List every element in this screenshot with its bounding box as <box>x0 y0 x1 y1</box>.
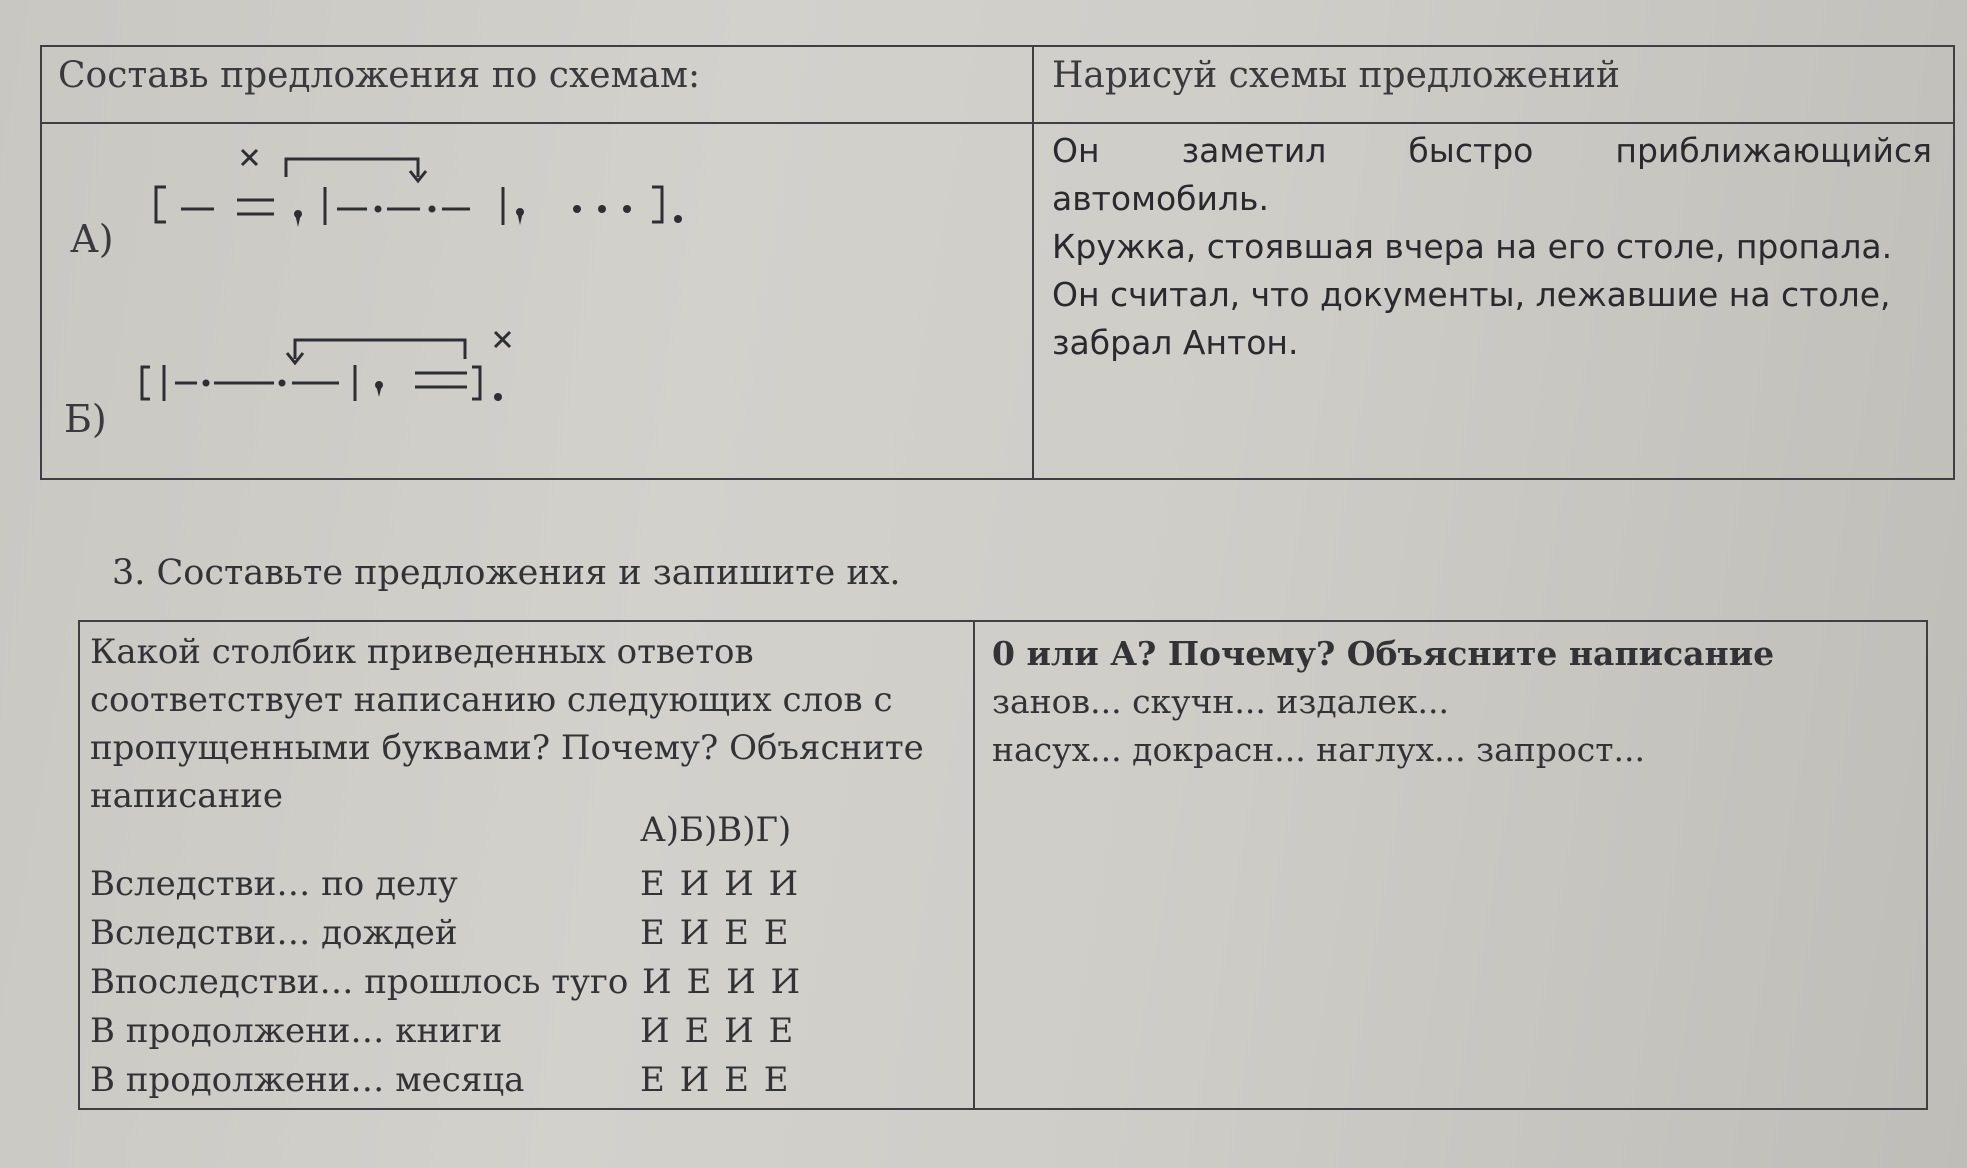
sentence-1-word-4: приближающийся <box>1615 131 1932 170</box>
schemes-table <box>40 45 1955 480</box>
table-divider-vertical <box>973 622 975 1108</box>
sentence-3: Он считал, что документы, лежавшие на столе, <box>1052 275 1891 314</box>
adverbs-line: насух... докрасн... наглух... запрост... <box>992 730 1645 769</box>
sentence-2: Кружка, стоявшая вчера на его столе, пропала. <box>1052 227 1893 266</box>
scheme-a-label: А) <box>70 217 114 261</box>
adverbs-task <box>992 630 1774 774</box>
header-draw-schemes: Нарисуй схемы предложений <box>1052 55 1621 96</box>
question-line: написание <box>90 776 284 816</box>
question-text <box>90 628 960 820</box>
row-answers: И Е И И <box>642 962 803 1002</box>
row-word: В продолжени… книги <box>90 1011 503 1051</box>
question-line: пропущенными буквами? Почему? Объясните <box>90 728 924 768</box>
sentences-to-diagram <box>1052 127 1932 367</box>
adverbs-line: занов... скучн... издалек... <box>992 682 1449 721</box>
spelling-table <box>78 620 1928 1110</box>
answer-columns-header: А)Б)В)Г) <box>640 810 792 850</box>
sentence-1-line <box>1052 127 1932 175</box>
row-answers: Е И И И <box>640 864 801 904</box>
sentence-1-word-3: быстро <box>1408 131 1534 170</box>
sentence-1-word-1: Он <box>1052 131 1100 170</box>
question-line: соответствует написанию следующих слов с <box>90 680 893 720</box>
row-answers: Е И Е Е <box>640 1060 791 1100</box>
sentence-1-end: автомобиль. <box>1052 179 1269 218</box>
sentence-3-end: забрал Антон. <box>1052 323 1299 362</box>
row-answers: И Е И Е <box>640 1011 796 1051</box>
scheme-b-label: Б) <box>64 397 107 441</box>
task-3-heading: 3. Составьте предложения и запишите их. <box>112 553 901 593</box>
row-word: Вследстви… дождей <box>90 913 458 953</box>
adverbs-task-title: 0 или А? Почему? Объясните написание <box>992 634 1775 673</box>
table-divider-vertical <box>1032 47 1034 478</box>
header-compose-sentences: Составь предложения по схемам: <box>58 55 701 96</box>
row-word: Впоследстви… прошлось туго <box>90 962 629 1002</box>
row-word: В продолжени… месяца <box>90 1060 525 1100</box>
scheme-a-diagram <box>42 47 1022 477</box>
row-answers: Е И Е Е <box>640 913 791 953</box>
sentence-1-word-2: заметил <box>1181 131 1327 170</box>
row-word: Вследстви… по делу <box>90 864 458 904</box>
question-line: Какой столбик приведенных ответов <box>90 632 754 672</box>
